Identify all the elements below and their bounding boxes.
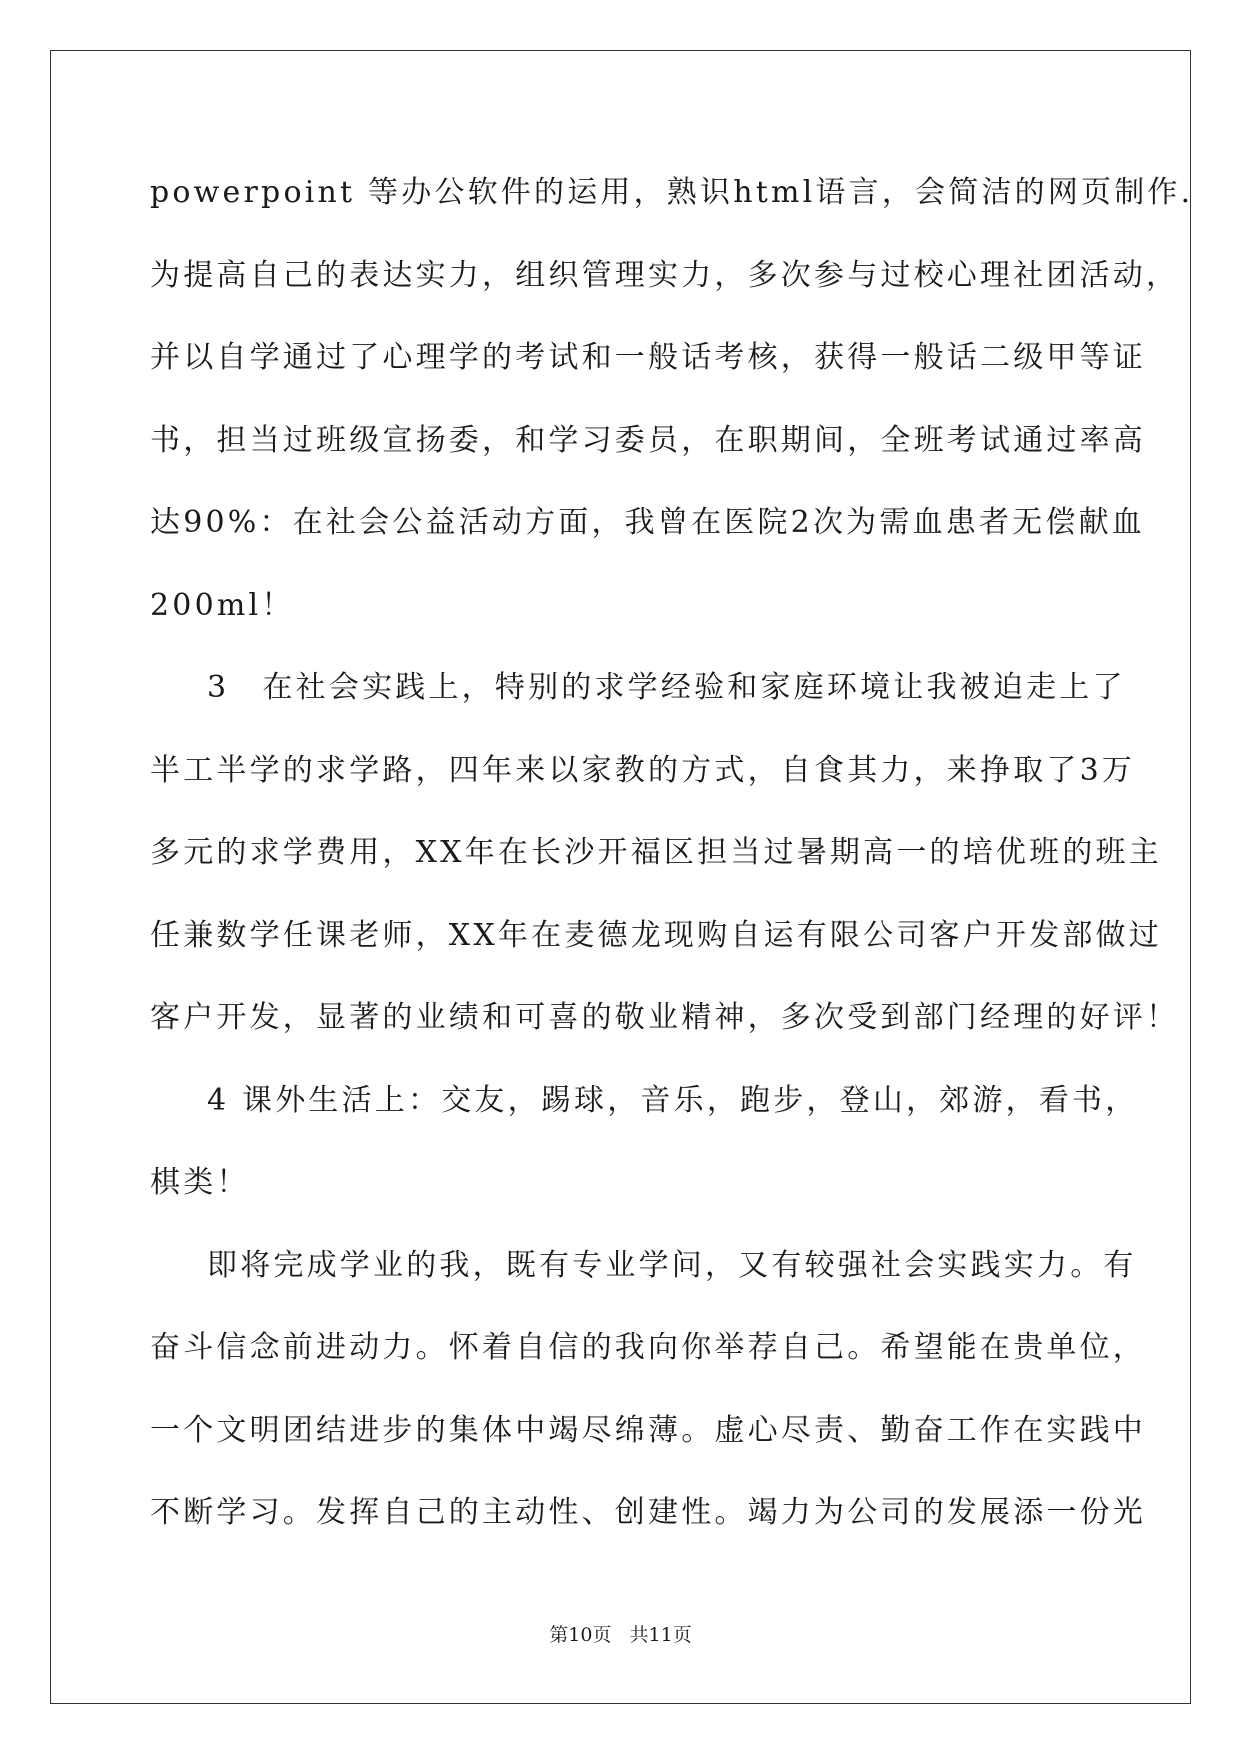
paragraph-4-start: 4 课外生活上：交友，踢球，音乐，跑步，登山，郊游，看书，: [207, 1082, 1139, 1118]
text-line: 为提高自己的表达实力，组织管理实力，多次参与过校心理社团活动，: [150, 257, 1180, 293]
text-line: 棋类！: [150, 1165, 250, 1200]
document-body: [150, 163, 1194, 1566]
text-line: 书，担当过班级宣扬委，和学习委员，在职期间，全班考试通过率高: [150, 422, 1146, 458]
text-line: 任兼数学任课老师，XX年在麦德龙现购自运有限公司客户开发部做过: [150, 917, 1162, 953]
text-line: powerpoint 等办公软件的运用，熟识html语言，会简洁的网页制作.: [150, 175, 1194, 210]
page-total: 共11页: [629, 1624, 692, 1646]
text-line: 达90%：在社会公益活动方面，我曾在医院2次为需血患者无偿献血: [150, 505, 1145, 540]
paragraph-3-start: 3 在社会实践上，特别的求学经验和家庭环境让我被迫走上了: [207, 670, 1126, 705]
page-number: 第10页: [549, 1624, 612, 1646]
text-line: 不断学习。发挥自己的主动性、创建性。竭力为公司的发展添一份光: [150, 1495, 1146, 1530]
closing-paragraph-start: 即将完成学业的我，既有专业学问，又有较强社会实践实力。有: [207, 1247, 1137, 1283]
text-line: 多元的求学费用，XX年在长沙开福区担当过暑期高一的培优班的班主: [150, 835, 1162, 870]
text-line: 一个文明团结进步的集体中竭尽绵薄。虚心尽责、勤奋工作在实践中: [150, 1412, 1146, 1448]
text-line: 200ml！: [150, 587, 295, 623]
text-line: 客户开发，显著的业绩和可喜的敬业精神，多次受到部门经理的好评！: [150, 1000, 1180, 1035]
text-line: 奋斗信念前进动力。怀着自信的我向你举荐自己。希望能在贵单位，: [150, 1330, 1146, 1365]
text-line: 半工半学的求学路，四年来以家教的方式，自食其力，来挣取了3万: [150, 752, 1136, 788]
text-line: 并以自学通过了心理学的考试和一般话考核，获得一般话二级甲等证: [150, 340, 1146, 375]
page-footer: [0, 1620, 1241, 1650]
